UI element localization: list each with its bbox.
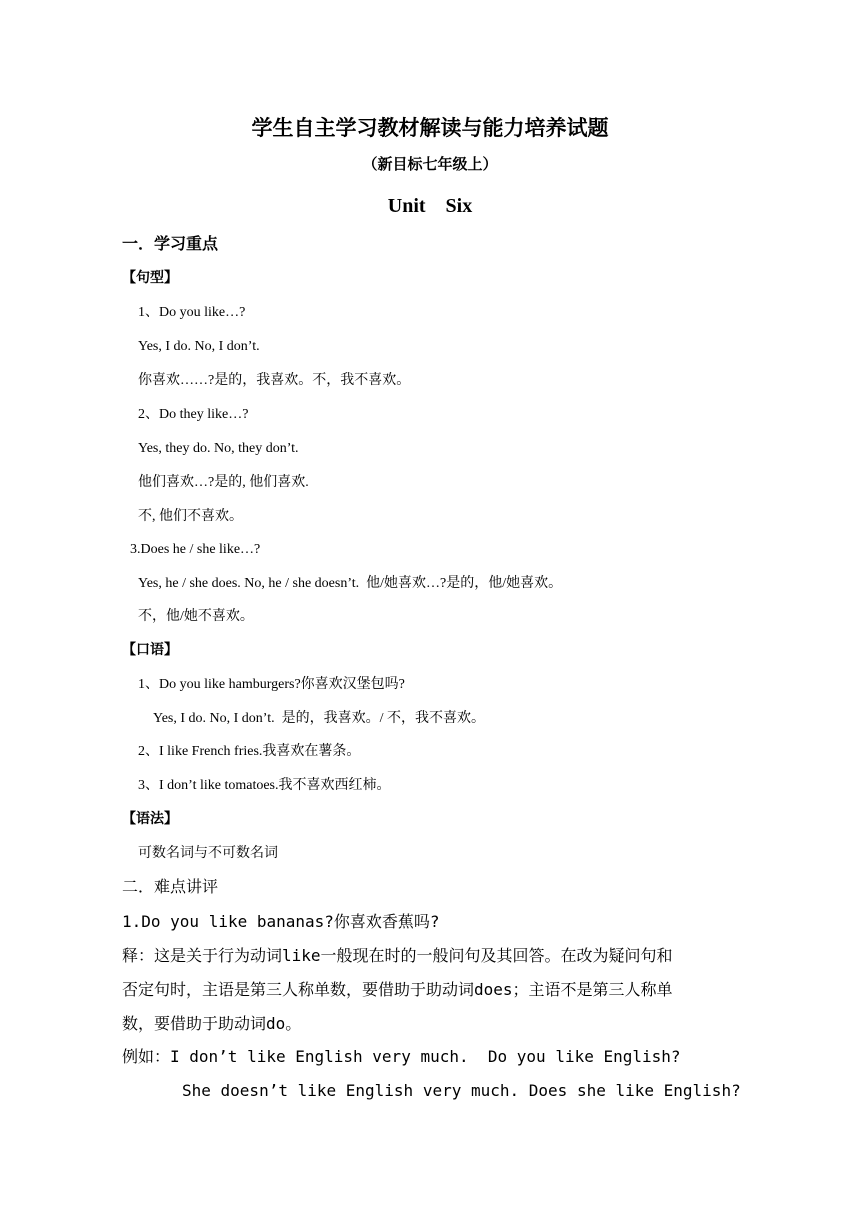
explanation-line: 释：这是关于行为动词like一般现在时的一般问句及其回答。在改为疑问句和	[122, 946, 673, 965]
grammar-line: 可数名词与不可数名词	[138, 846, 278, 861]
example-line: She doesn’t like English very much. Does she like English?	[182, 1081, 741, 1100]
explanation-line: 数，要借助于助动词do。	[122, 1014, 302, 1033]
document-title: 学生自主学习教材解读与能力培养试题	[251, 116, 609, 140]
section-heading-difficulties: 二．难点讲评	[122, 879, 219, 896]
oral-line: 1、Do you like hamburgers?你喜欢汉堡包吗?	[138, 677, 405, 692]
tag-sentence-patterns: 【句型】	[122, 271, 178, 286]
oral-line: 2、I like French fries.我喜欢在薯条。	[138, 744, 361, 759]
sentence-line: Yes, they do. No, they don’t.	[138, 441, 299, 456]
sentence-line: 3.Does he / she like…?	[130, 542, 261, 557]
tag-oral: 【口语】	[122, 643, 178, 658]
unit-heading: Unit Six	[387, 195, 473, 217]
sentence-line: 不, 他们不喜欢。	[138, 509, 243, 524]
section-heading-key-points: 一．学习重点	[122, 236, 219, 253]
oral-line: Yes, I do. No, I don’t. 是的，我喜欢。/ 不，我不喜欢。	[153, 711, 485, 726]
sentence-line: 你喜欢……?是的，我喜欢。不，我不喜欢。	[138, 373, 411, 388]
sentence-line: 他们喜欢…?是的, 他们喜欢.	[138, 475, 309, 490]
sentence-line: Yes, he / she does. No, he / she doesn’t. 他/她喜欢…?是的，他/她喜欢。	[138, 576, 563, 591]
sentence-line: 1、Do you like…?	[138, 305, 246, 320]
sentence-line: 不，他/她不喜欢。	[138, 609, 254, 624]
difficulty-item: 1.Do you like bananas?你喜欢香蕉吗?	[122, 912, 440, 931]
sentence-line: Yes, I do. No, I don’t.	[138, 339, 260, 354]
sentence-line: 2、Do they like…?	[138, 407, 249, 422]
explanation-line: 否定句时，主语是第三人称单数，要借助于助动词does；主语不是第三人称单	[122, 980, 673, 999]
oral-line: 3、I don’t like tomatoes.我不喜欢西红柿。	[138, 778, 391, 793]
example-line: 例如：I don’t like English very much. Do you like English?	[122, 1047, 681, 1066]
tag-grammar: 【语法】	[122, 812, 178, 827]
document-subtitle: （新目标七年级上）	[362, 157, 498, 173]
